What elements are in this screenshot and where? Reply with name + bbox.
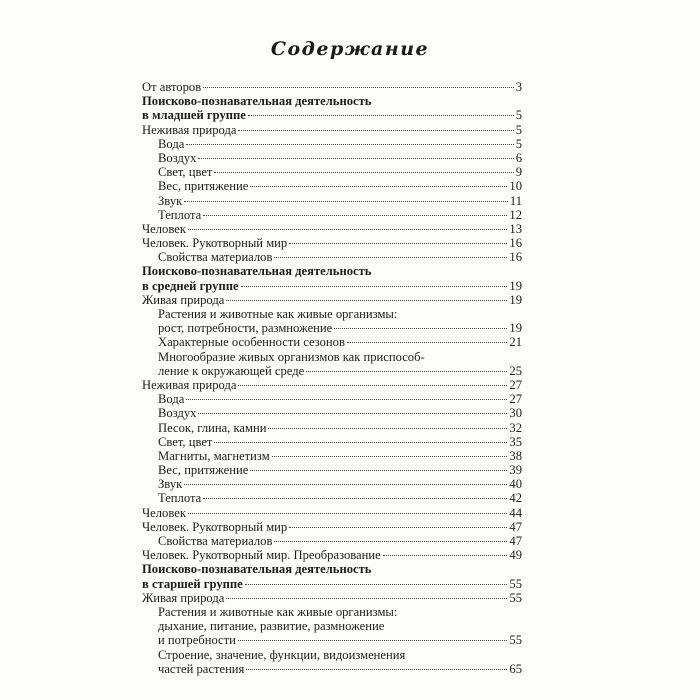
dot-leader [334,328,507,329]
toc-entry-title: Вес, притяжение [158,179,249,194]
dot-leader [203,87,514,88]
toc-entry [142,151,522,165]
toc-page-number: 47 [509,534,522,548]
dot-leader [238,130,513,131]
toc-page-number: 16 [509,236,522,251]
toc-entry [142,406,522,420]
toc-entry [142,123,522,137]
toc-entry-title: Живая природа [142,292,225,307]
toc-entry-title: в средней группе [142,278,239,293]
toc-entry [142,236,522,250]
toc-page-number: 49 [509,548,522,563]
toc-entry-title: Вода [158,136,185,151]
toc-page-number: 38 [509,448,522,463]
toc-entry: Поисково-познавательная деятельность [142,94,372,109]
toc-entry-title: Теплота [158,491,202,506]
toc-entry-title: Вес, притяжение [158,463,249,478]
toc-entry [142,222,522,236]
toc-page-number: 3 [515,80,522,94]
dot-leader [186,144,513,145]
dot-leader [250,470,507,471]
toc-entry [142,591,522,605]
toc-entry [142,179,522,193]
toc-page-number: 27 [509,377,522,392]
toc-page-number: 5 [515,108,522,123]
toc-entry [142,194,522,208]
toc-entry-title: Воздух [158,150,197,165]
dot-leader [347,342,507,343]
toc-entry [142,477,522,491]
dot-leader [226,598,507,599]
toc-page-number: 40 [509,477,522,492]
toc-page-number: 55 [509,590,522,605]
toc-page-number: 47 [509,519,522,534]
toc-entry [142,250,522,264]
dot-leader [203,498,507,499]
toc-entry [142,137,522,151]
dot-leader [250,186,507,187]
dot-leader [289,527,507,528]
toc-entry-title: Неживая природа [142,377,237,392]
toc-entry-title: Человек. Рукотворный мир. Преобразование [142,548,381,563]
toc-entry-title: Звук [158,193,183,208]
toc-page-number: 5 [515,136,522,151]
toc-entry [142,392,522,406]
toc-entry [142,293,522,307]
toc-page-number: 42 [509,491,522,506]
toc-entry-title: Свет, цвет [158,165,213,180]
toc-entry-title: в младшей группе [142,108,246,123]
dot-leader [184,201,508,202]
toc-entry-title: Человек [142,505,186,520]
dot-leader [246,669,507,670]
toc-page-number: 25 [509,363,522,378]
toc-page-number: 16 [509,250,522,265]
toc-page-number: 19 [509,292,522,307]
toc-entry [142,421,522,435]
toc-page-number: 30 [509,406,522,421]
dot-leader [272,456,508,457]
toc-page-number: 21 [509,335,522,350]
toc-entry [142,534,522,548]
toc-page-number: 10 [509,179,522,194]
dot-leader [248,115,514,116]
toc-entry: Строение, значение, функции, видоизменения [158,647,406,662]
toc-page-number: 44 [509,505,522,520]
dot-leader [268,428,507,429]
dot-leader [306,371,507,372]
toc-entry [142,577,522,591]
toc-entry [142,108,522,122]
toc-entry-title: Неживая природа [142,122,237,137]
toc-page-number: 65 [509,661,522,676]
toc-entry: Поисково-познавательная деятельность [142,562,372,577]
toc-page-number: 19 [509,321,522,336]
toc-entry [142,378,522,392]
toc-entry-title: Свойства материалов [158,250,273,265]
toc-entry [142,80,522,94]
toc-page-number: 9 [515,165,522,180]
toc-entry-title: Магниты, магнетизм [158,448,270,463]
dot-leader [245,584,508,585]
toc-entry-title: Песок, глина, камни [158,420,267,435]
toc-entry [142,548,522,562]
toc-page-number: 32 [509,420,522,435]
page-title: Содержание [270,38,430,60]
toc-page-number: 35 [509,434,522,449]
toc-entry-title: частей растения [158,661,245,676]
dot-leader [274,257,507,258]
toc-entry [142,662,522,676]
toc-entry: Поисково-познавательная деятельность [142,264,372,279]
table-of-contents [142,80,522,676]
toc-entry-title: Свойства материалов [158,534,273,548]
dot-leader [188,229,507,230]
toc-entry [142,435,522,449]
toc-entry [142,335,522,349]
dot-leader [274,541,507,542]
toc-entry-title: Человек. Рукотворный мир [142,236,288,251]
toc-entry-title: Звук [158,477,183,492]
toc-entry: Многообразие живых организмов как приспособ- [158,349,425,364]
toc-entry-title: Вода [158,392,185,407]
toc-entry [142,279,522,293]
toc-entry [142,520,522,534]
toc-entry-title: Характерные особенности сезонов [158,335,345,350]
dot-leader [186,399,507,400]
toc-page-number: 11 [509,193,522,208]
toc-entry [142,506,522,520]
toc-page-number: 5 [515,122,522,137]
dot-leader [238,385,507,386]
dot-leader [383,555,508,556]
toc-entry [142,321,522,335]
toc-entry [142,449,522,463]
toc-page-number: 39 [509,463,522,478]
toc-entry: дыхание, питание, развитие, размножение [158,619,385,634]
toc-entry: Растения и животные как живые организмы: [158,307,398,321]
toc-page-number: 12 [509,207,522,222]
toc-entry: Растения и животные как живые организмы: [158,604,398,619]
dot-leader [238,640,508,641]
toc-entry-title: Теплота [158,207,202,222]
toc-entry-title: в старшей группе [142,576,243,591]
toc-entry-title: Свет, цвет [158,434,213,449]
toc-entry-title: От авторов [142,80,202,94]
dot-leader [198,413,507,414]
toc-page-number: 19 [509,278,522,293]
dot-leader [203,215,507,216]
dot-leader [184,484,507,485]
dot-leader [188,513,507,514]
toc-entry-title: рост, потребности, размножение [158,321,333,336]
toc-entry-title: и потребности [158,633,236,648]
toc-entry [142,364,522,378]
dot-leader [214,172,513,173]
toc-page-number: 13 [509,221,522,236]
dot-leader [214,442,507,443]
toc-page-number: 55 [509,576,522,591]
toc-entry-title: Человек. Рукотворный мир [142,519,288,534]
toc-entry-title: Живая природа [142,590,225,605]
toc-entry-title: Человек [142,221,186,236]
toc-page-number: 55 [509,633,522,648]
toc-entry-title: Воздух [158,406,197,421]
toc-entry [142,165,522,179]
dot-leader [241,286,508,287]
toc-entry [142,463,522,477]
toc-page-number: 6 [515,150,522,165]
toc-entry-title: ление к окружающей среде [158,363,305,378]
toc-entry [142,491,522,505]
toc-page-number: 27 [509,392,522,407]
dot-leader [226,300,507,301]
toc-entry [142,633,522,647]
dot-leader [198,158,513,159]
toc-entry [142,208,522,222]
dot-leader [289,243,507,244]
